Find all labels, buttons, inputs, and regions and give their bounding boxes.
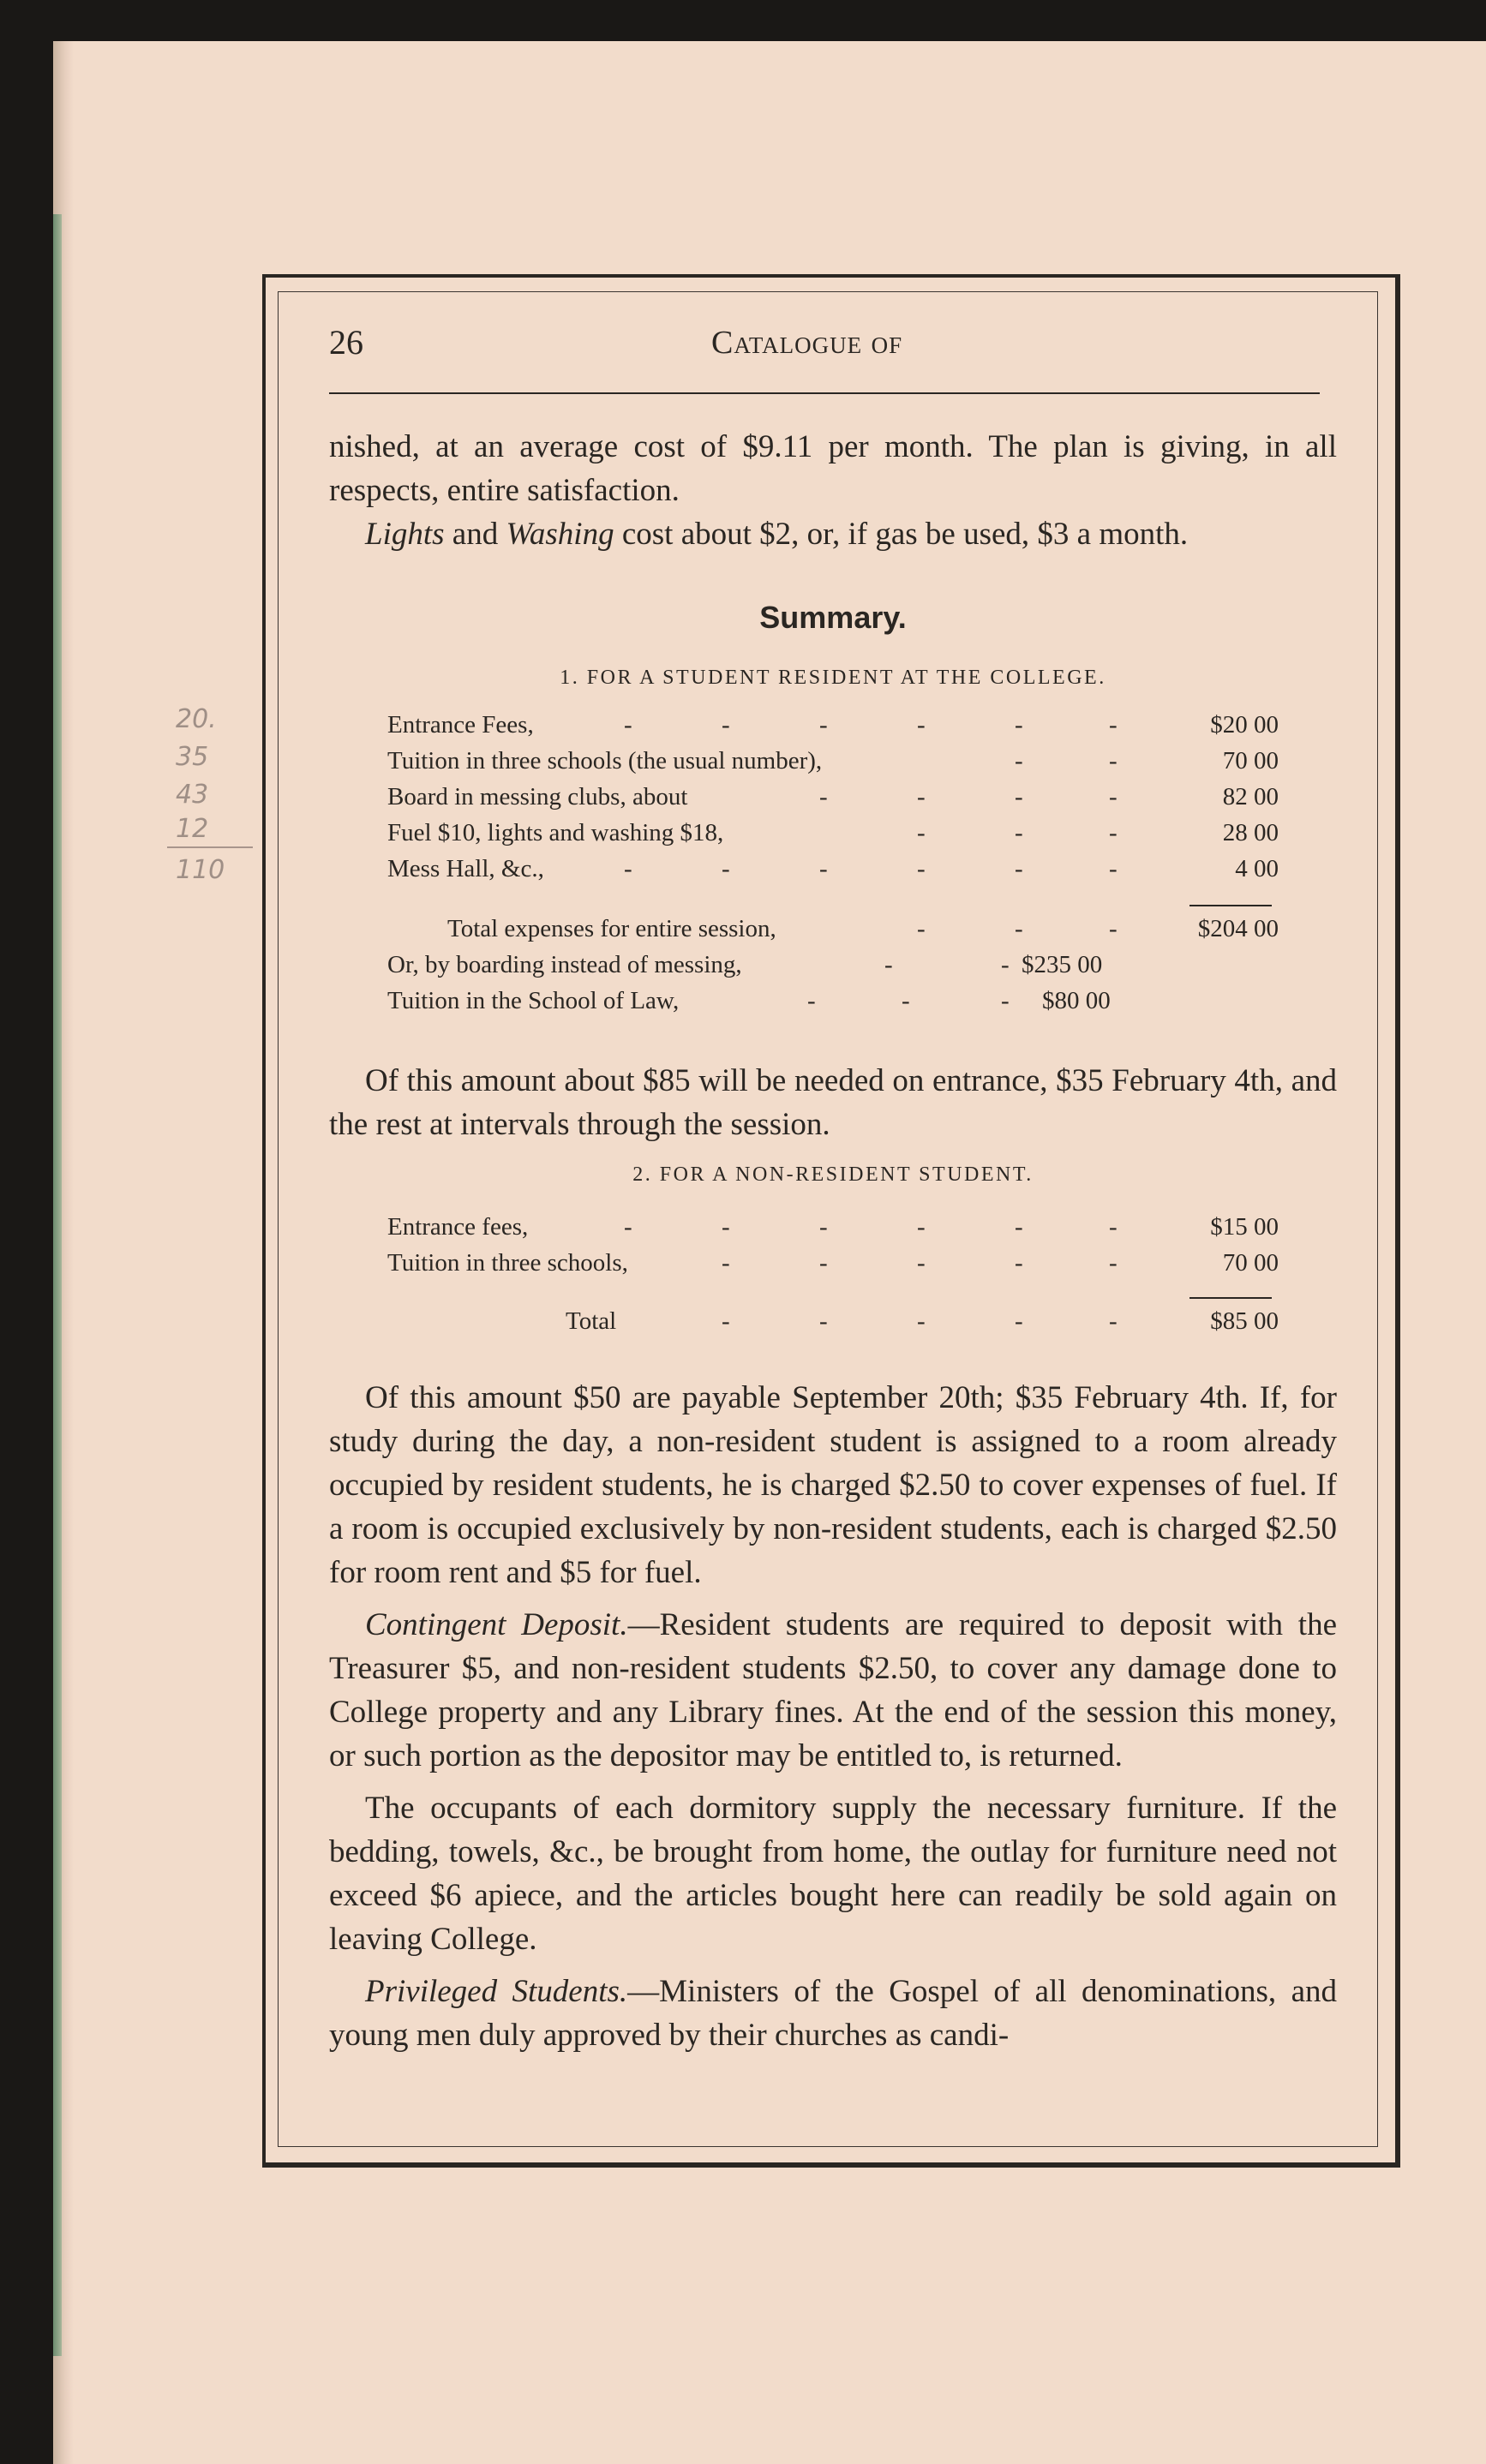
margin-note: 20. [176,704,217,734]
paragraph-text: Of this amount about $85 will be needed on entrance, $35 February 4th, and the rest at intervals through the session. [329,1063,1337,1142]
row-label: Total expenses for entire session, [447,915,776,942]
row-label: Tuition in three schools (the usual number), [387,747,823,774]
row-label: Mess Hall, &c., [387,855,544,882]
leader-dash: - [1109,711,1117,739]
row-amount: 70 00 [1222,747,1279,774]
italic-term: Privileged Students. [365,1974,628,2009]
paragraph-text: cost about $2, or, if gas be used, $3 a month. [614,517,1189,552]
table-row [387,819,1279,853]
running-title-text: Catalogue of [711,325,903,361]
margin-note: 35 [176,742,209,772]
leader-dash: - [1109,819,1117,846]
row-amount: 82 00 [1222,783,1279,810]
margin-note: 110 [176,855,225,885]
leader-dash: - [819,1307,828,1335]
paragraph-cost [329,425,1337,556]
margin-note: 43 [176,780,209,810]
italic-term: Washing [506,517,614,552]
leader-dash: - [1109,1249,1117,1277]
leader-dash: - [819,783,828,810]
row-label: Tuition in three schools, [387,1249,628,1277]
table-row [387,951,1279,985]
row-amount: 4 00 [1235,855,1279,882]
leader-dash: - [624,855,632,882]
row-amount: $204 00 [1197,915,1279,942]
paragraph-text: and [444,517,506,552]
row-label: Or, by boarding instead of messing, [387,951,742,978]
total-row [387,915,1279,949]
row-label: Total [566,1307,617,1335]
leader-dash: - [917,855,926,882]
summary-heading: Summary. [759,600,907,635]
leader-dash: - [1001,951,1010,978]
leader-dash: - [1015,819,1023,846]
paragraph-text: nished, at an average cost of $9.11 per month. The plan is giving, in all respects, entire satisfaction. [329,429,1337,508]
leader-dash: - [819,1249,828,1277]
row-amount: $235 00 [1022,951,1103,978]
leader-dash: - [1015,1249,1023,1277]
leader-dash: - [1109,1213,1117,1241]
row-amount: 28 00 [1222,819,1279,846]
paragraph-text: —Ministers of the Gospel of all denominations, and young men duly approved by their churches as candi- [329,1974,1337,2053]
table-row [387,1213,1279,1247]
leader-dash: - [1015,711,1023,739]
leader-dash: - [1015,855,1023,882]
table-row [387,987,1279,1021]
leader-dash: - [902,987,910,1014]
leader-dash: - [1109,915,1117,942]
table-row [387,1249,1279,1283]
paragraph-deposit [329,1603,1337,1778]
leader-dash: - [722,711,730,739]
leader-dash: - [1109,855,1117,882]
row-amount: $80 00 [1042,987,1111,1014]
page-number: 26 [329,323,363,362]
total-rule [1189,1297,1272,1299]
row-amount: $20 00 [1210,711,1279,739]
row-label: Entrance Fees, [387,711,534,739]
row-label: Fuel $10, lights and washing $18, [387,819,724,846]
row-amount: $85 00 [1210,1307,1279,1335]
paragraph-entrance [329,1059,1337,1146]
italic-term: Lights [365,517,445,552]
section-title: 1. FOR A STUDENT RESIDENT AT THE COLLEGE. [560,667,1106,689]
leader-dash: - [1015,915,1023,942]
italic-term: Contingent Deposit. [365,1607,628,1642]
paragraph-text: Of this amount $50 are payable September 20th; $35 February 4th. If, for study during the day, a non-resident student is assigned to a room already occupied by resident students, he is charged $2.50 to cover expenses of fuel. If a room is occupied exclusively by non-resident students, each is charged $2.50 for room rent and $5 for fuel. [329,1380,1337,1590]
leader-dash: - [819,855,828,882]
leader-dash: - [722,1249,730,1277]
table-row [387,855,1279,889]
running-title [711,324,902,362]
paragraph-text: —Resident students are required to deposit with the Treasurer $5, and non-resident students $2.50, to cover any damage done to College property and any Library fines. At the end of the session this money, or such portion as the depositor may be entitled to, is returned. [329,1607,1337,1773]
leader-dash: - [917,915,926,942]
leader-dash: - [1015,747,1023,774]
leader-dash: - [917,711,926,739]
margin-note-rule [167,846,253,848]
leader-dash: - [722,1307,730,1335]
leader-dash: - [819,1213,828,1241]
leader-dash: - [917,1249,926,1277]
leader-dash: - [884,951,893,978]
leader-dash: - [1001,987,1010,1014]
leader-dash: - [1015,1213,1023,1241]
leader-dash: - [1109,747,1117,774]
margin-note: 12 [176,814,209,844]
total-row [387,1307,1279,1342]
paragraph-privileged [329,1970,1337,2057]
paragraph-lights-washing [329,512,1337,556]
row-amount: 70 00 [1222,1249,1279,1277]
paragraph-text: The occupants of each dormitory supply the necessary furniture. If the bedding, towels, &c., be brought from home, the outlay for furniture need not exceed $6 apiece, and the articles bought here can readily be sold again on leaving College. [329,1791,1337,1957]
leader-dash: - [1015,1307,1023,1335]
page-edge [53,214,62,2356]
row-label: Entrance fees, [387,1213,529,1241]
leader-dash: - [917,1307,926,1335]
leader-dash: - [624,711,632,739]
leader-dash: - [624,1213,632,1241]
row-label: Board in messing clubs, about [387,783,688,810]
header-rule [329,392,1320,394]
leader-dash: - [819,711,828,739]
section-title: 2. FOR A NON-RESIDENT STUDENT. [632,1163,1034,1186]
leader-dash: - [1015,783,1023,810]
leader-dash: - [1109,783,1117,810]
paragraph-payments [329,1376,1337,2057]
table-row [387,783,1279,817]
leader-dash: - [917,783,926,810]
leader-dash: - [722,1213,730,1241]
leader-dash: - [917,1213,926,1241]
leader-dash: - [722,855,730,882]
table-row [387,747,1279,781]
leader-dash: - [917,819,926,846]
row-label: Tuition in the School of Law, [387,987,680,1014]
leader-dash: - [807,987,816,1014]
total-rule [1189,905,1272,906]
leader-dash: - [1109,1307,1117,1335]
row-amount: $15 00 [1210,1213,1279,1241]
table-row [387,711,1279,745]
